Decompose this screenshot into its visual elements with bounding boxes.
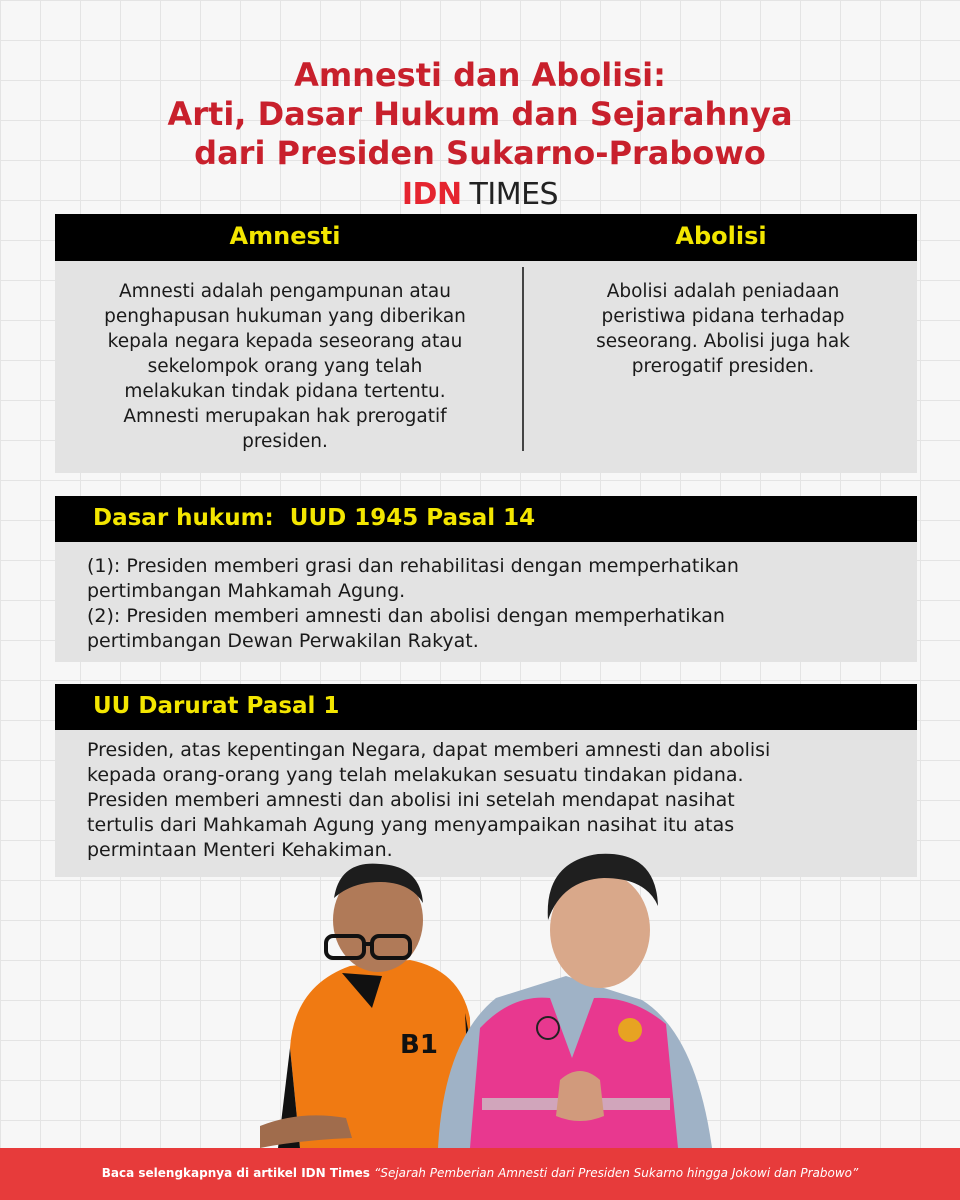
uu-darurat-bar xyxy=(55,684,917,730)
dasar-hukum-box xyxy=(55,542,917,662)
text-line: permintaan Menteri Kehakiman. xyxy=(87,839,393,861)
header xyxy=(0,56,960,212)
amnesti-definition xyxy=(55,279,515,454)
title-line-1: Amnesti dan Abolisi: xyxy=(294,56,666,94)
dasar-hukum-bar xyxy=(55,496,917,542)
uu-darurat-heading: UU Darurat Pasal 1 xyxy=(93,693,340,719)
title-line-2: Arti, Dasar Hukum dan Sejarahnya xyxy=(167,95,793,133)
idn-times-logo xyxy=(0,177,960,212)
text-line: sekelompok orang yang telah xyxy=(147,356,423,377)
abolisi-heading: Abolisi xyxy=(675,222,767,250)
dasar-hukum-heading: Dasar hukum: UUD 1945 Pasal 14 xyxy=(93,505,536,531)
abolisi-definition xyxy=(533,279,913,379)
detainees-photo xyxy=(260,848,730,1148)
text-line: Amnesti merupakan hak prerogatif xyxy=(123,406,447,427)
footer-bar[interactable] xyxy=(0,1148,960,1200)
svg-text:B1: B1 xyxy=(400,1030,438,1060)
logo-idn: IDN xyxy=(401,177,462,212)
text-line: melakukan tindak pidana tertentu. xyxy=(124,381,446,402)
column-divider xyxy=(522,267,524,451)
text-line: presiden. xyxy=(242,431,328,452)
text-line: seseorang. Abolisi juga hak xyxy=(596,331,850,352)
text-line: peristiwa pidana terhadap xyxy=(601,306,845,327)
text-line: penghapusan hukuman yang diberikan xyxy=(104,306,466,327)
man-pink-vest xyxy=(438,854,712,1148)
text-line: kepada orang-orang yang telah melakukan sesuatu tindakan pidana. xyxy=(87,764,744,786)
text-line: pertimbangan Mahkamah Agung. xyxy=(87,580,406,602)
text-line: (1): Presiden memberi grasi dan rehabilitasi dengan memperhatikan xyxy=(87,555,739,577)
footer-article-title[interactable]: “Sejarah Pemberian Amnesti dari Presiden Sukarno hingga Jokowi dan Prabowo” xyxy=(374,1166,859,1180)
text-line: Amnesti adalah pengampunan atau xyxy=(119,281,451,302)
text-line: kepala negara kepada seseorang atau xyxy=(107,331,463,352)
text-line: (2): Presiden memberi amnesti dan abolisi dengan memperhatikan xyxy=(87,605,725,627)
logo-times: TIMES xyxy=(469,177,559,212)
page-title xyxy=(0,56,960,173)
compare-heading-bar xyxy=(55,214,917,261)
compare-box xyxy=(55,261,917,473)
text-line: Abolisi adalah peniadaan xyxy=(606,281,840,302)
amnesti-heading: Amnesti xyxy=(229,222,341,250)
text-line: prerogatif presiden. xyxy=(631,356,815,377)
title-line-3: dari Presiden Sukarno-Prabowo xyxy=(194,134,766,172)
uu-darurat-text xyxy=(87,738,770,863)
text-line: pertimbangan Dewan Perwakilan Rakyat. xyxy=(87,630,479,652)
text-line: tertulis dari Mahkamah Agung yang menyampaikan nasihat itu atas xyxy=(87,814,735,836)
text-line: Presiden, atas kepentingan Negara, dapat memberi amnesti dan abolisi xyxy=(87,739,771,761)
footer-prefix: Baca selengkapnya di artikel IDN Times xyxy=(101,1166,375,1180)
dasar-hukum-text xyxy=(87,554,739,654)
text-line: Presiden memberi amnesti dan abolisi ini setelah mendapat nasihat xyxy=(87,789,735,811)
